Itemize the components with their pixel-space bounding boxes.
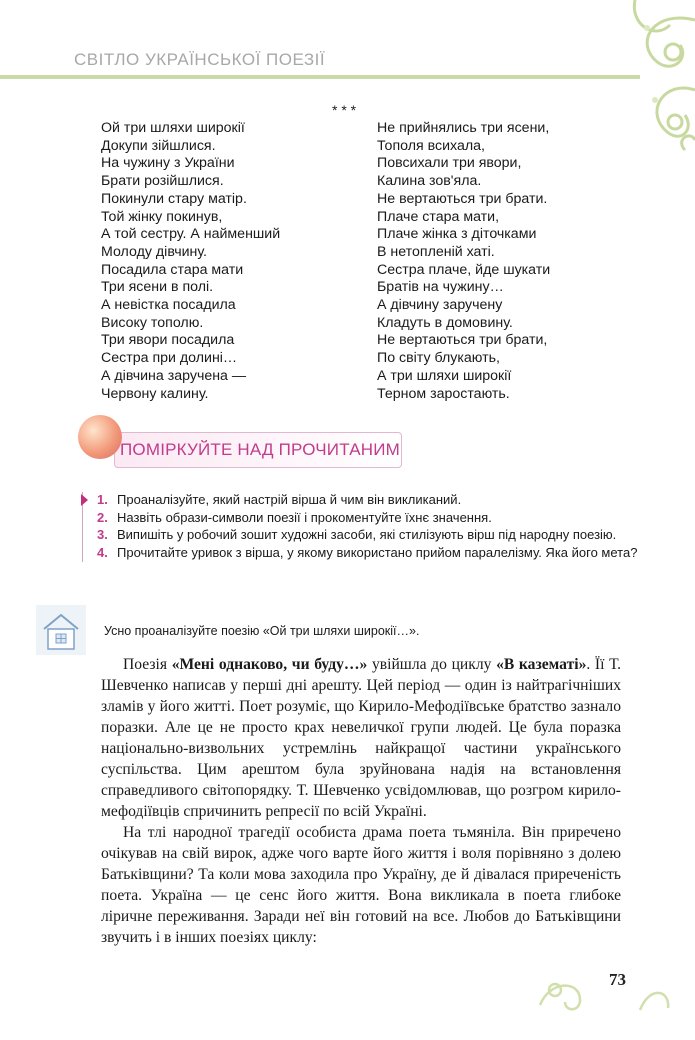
- poem-line: Ой три шляхи широкії: [101, 120, 245, 136]
- running-header: СВІТЛО УКРАЇНСЬКОЇ ПОЕЗІЇ: [74, 50, 326, 69]
- poem-line: Братів на чужину…: [377, 279, 504, 296]
- poem-line: Плаче стара мати,: [377, 208, 500, 225]
- poem-line: Покинули стару матір.: [101, 190, 247, 207]
- task-text: Прочитайте уривок з вірша, у якому використано прийом паралелізму. Яка його мета?: [117, 544, 638, 560]
- task-item: [97, 545, 657, 562]
- poem-line: Не прийнялись три ясени,: [377, 120, 550, 136]
- bold-title: «Мені однаково, чи буду…»: [171, 656, 368, 673]
- poem-line: Не вертаються три брати,: [377, 332, 548, 349]
- text-run: увійшла до циклу: [367, 656, 497, 673]
- header-divider: [0, 75, 640, 79]
- body-text: [101, 654, 621, 948]
- poem-line: Докупи зійшлися.: [101, 137, 216, 154]
- oral-task: Усно проаналізуйте поезію «Ой три шляхи широкії…».: [104, 624, 420, 638]
- poem-line: Калина зов'яла.: [377, 173, 482, 190]
- poem-line: Високу тополю.: [101, 314, 204, 331]
- poem-line: Не вертаються три брати.: [377, 190, 548, 207]
- arrow-marker-icon: [81, 494, 88, 506]
- task-item: [97, 492, 657, 509]
- poem-line: А три шляхи широкії: [377, 367, 512, 384]
- ball-icon: [78, 415, 122, 459]
- poem-line: По світу блукають,: [377, 350, 500, 367]
- poem-line: Тополя всихала,: [377, 137, 485, 154]
- task-text: Назвіть образи-символи поезії і прокоментуйте їхнє значення.: [117, 509, 492, 525]
- task-item: [97, 510, 657, 527]
- paragraph: [101, 654, 621, 822]
- poem-column-left: [101, 120, 280, 403]
- text-run: Поезія: [123, 656, 172, 673]
- poem-line: Повсихали три явори,: [377, 155, 522, 172]
- poem-line: Молоду дівчину.: [101, 243, 207, 260]
- poem-line: А дівчина заручена —: [101, 367, 247, 384]
- poem-line: А невістка посадила: [101, 297, 236, 314]
- task-number: 4.: [97, 544, 108, 560]
- poem-line: Посадила стара мати: [101, 261, 244, 278]
- page-number: 73: [609, 970, 626, 989]
- poem-line: Кладуть в домовину.: [377, 314, 513, 331]
- task-number: 2.: [97, 509, 108, 525]
- poem-line: Сестра плаче, йде шукати: [377, 261, 551, 278]
- bold-title: «В казематі»: [496, 656, 587, 673]
- poem-line: А той сестру. А найменший: [101, 226, 281, 243]
- paragraph: На тлі народної трагедії особиста драма поета тьмяніла. Він приречено очікував на свій вирок, адже чого варте його життя і воля порівняно з долею Батьківщини? Та коли мова заходила про Україну, де й дівалася приреченість поета. Україна — це сенс його життя. Вона викликала в поета глибоке ліричне переживання. Заради неї він готовий на все. Любов до Батьківщини звучить і в інших поезіях циклу:: [101, 824, 621, 946]
- task-item: [97, 527, 657, 544]
- task-number: 1.: [97, 492, 108, 507]
- text-run: . Її Т. Шевченко написав у перші дні арешту. Цей період — один із найтрагічніших зламів у його житті. Поет розуміє, що Кирило-Мефодіївське братство зазнало поразки. Але це не просто крах невеличкої групи людей. Це була поразка національно-визвольних устремлінь найкращої частини українського суспільства. Цим арештом була зруйнована надія на встановлення справедливого світопорядку. Т. Шевченко усвідомлював, що розгром кирило-мефодіївців спричинить репресії по всій Україні.: [101, 656, 621, 820]
- poem-line: Сестра при долині…: [101, 350, 238, 367]
- poem-line: На чужину з України: [101, 155, 235, 172]
- poem-column-right: [377, 120, 550, 403]
- poem-line: В нетопленій хаті.: [377, 243, 495, 260]
- house-icon: [36, 605, 86, 655]
- task-text: Випишіть у робочий зошит художні засоби, які стилізують вірш під народну поезію.: [117, 527, 617, 542]
- task-list: [82, 492, 657, 562]
- task-text: Проаналізуйте, який настрій вірша й чим він викликаний.: [117, 492, 462, 507]
- swirl-ornament-icon: [535, 0, 695, 160]
- poem-line: А дівчину заручену: [377, 297, 503, 314]
- poem-line: Плаче жінка з діточками: [377, 226, 537, 243]
- poem-separator: * * *: [332, 102, 357, 118]
- poem-line: Той жінку покинув,: [101, 208, 223, 225]
- swirl-ornament-icon: [530, 950, 670, 1020]
- reflect-title: ПОМІРКУЙТЕ НАД ПРОЧИТАНИМ: [120, 440, 401, 459]
- task-number: 3.: [97, 527, 108, 542]
- poem-line: Брати розійшлися.: [101, 173, 224, 190]
- poem-line: Три явори посадила: [101, 332, 235, 349]
- poem-line: Три ясени в полі.: [101, 279, 214, 296]
- poem-line: Терном заростають.: [377, 385, 510, 402]
- poem-line: Червону калину.: [101, 385, 209, 402]
